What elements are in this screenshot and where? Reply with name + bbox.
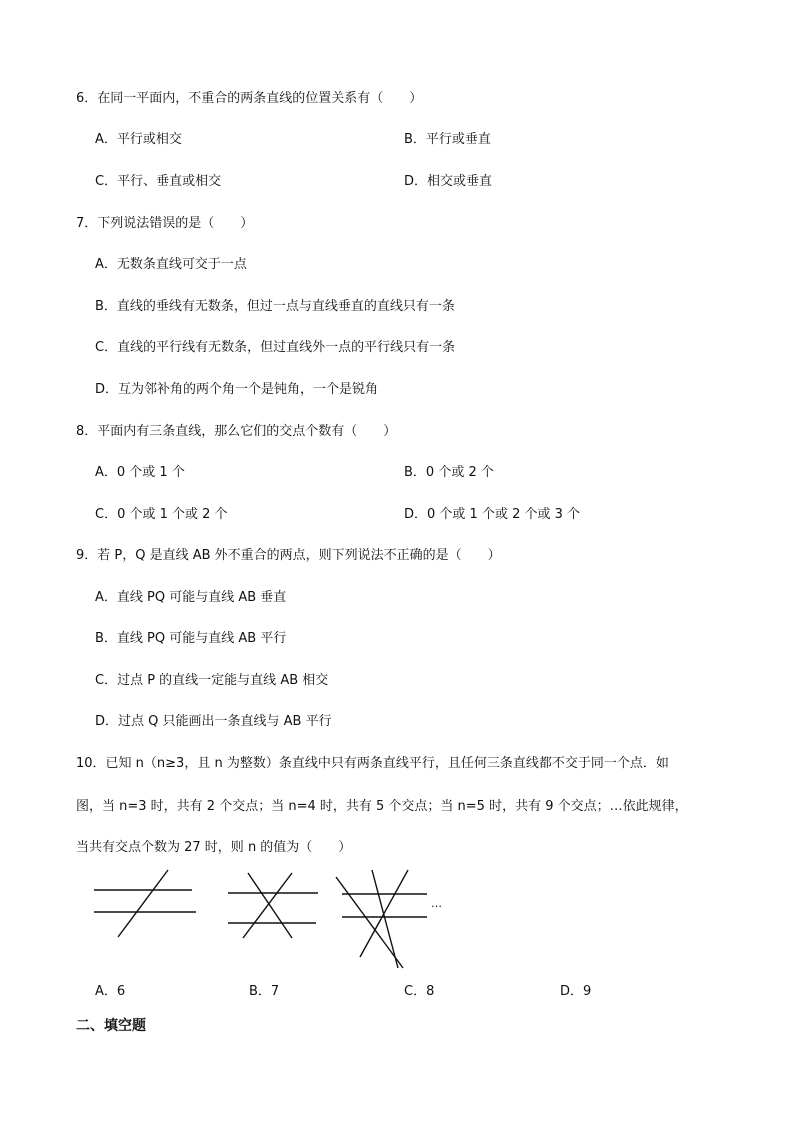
section-title-fill-in-blank: 二、填空题 (76, 1018, 146, 1034)
figure-n3 (94, 870, 196, 937)
question-10-option-a: A．6 (95, 984, 126, 999)
question-7-stem: 7．下列说法错误的是（ ） (76, 216, 254, 231)
question-10-option-c: C．8 (404, 984, 435, 999)
question-9-option-b: B．直线 PQ 可能与直线 AB 平行 (95, 631, 287, 646)
question-7-option-c: C．直线的平行线有无数条，但过直线外一点的平行线只有一条 (95, 340, 456, 355)
question-8-stem: 8．平面内有三条直线，那么它们的交点个数有（ ） (76, 424, 397, 439)
question-6-option-c: C．平行、垂直或相交 (95, 174, 222, 189)
question-10-stem-line-2: 图，当 n=3 时，共有 2 个交点；当 n=4 时，共有 5 个交点；当 n=5 时，共有 9 个交点；…依此规律， (76, 799, 688, 814)
question-8-option-c: C．0 个或 1 个或 2 个 (95, 507, 228, 522)
lines-intersection-figure (90, 865, 450, 970)
question-6-option-a: A．平行或相交 (95, 132, 182, 147)
question-8-option-a: A．0 个或 1 个 (95, 465, 185, 480)
figure-n5-transversal-1 (336, 877, 403, 968)
figure-ellipsis: … (431, 897, 442, 910)
figure-n5-transversal-3 (360, 870, 408, 957)
figure-n5-transversal-2 (372, 870, 398, 968)
figure-n5 (336, 870, 427, 968)
question-6-stem: 6．在同一平面内，不重合的两条直线的位置关系有（ ） (76, 91, 423, 106)
question-8-option-b: B．0 个或 2 个 (404, 465, 494, 480)
question-10-stem-line-3: 当共有交点个数为 27 时，则 n 的值为（ ） (76, 840, 352, 855)
figure-n3-transversal (118, 870, 168, 937)
question-9-stem: 9．若 P，Q 是直线 AB 外不重合的两点，则下列说法不正确的是（ ） (76, 548, 501, 563)
question-7-option-d: D．互为邻补角的两个角一个是钝角，一个是锐角 (95, 382, 379, 397)
question-6-option-d: D．相交或垂直 (404, 174, 493, 189)
question-7-option-b: B．直线的垂线有无数条，但过一点与直线垂直的直线只有一条 (95, 299, 455, 314)
question-10-option-d: D．9 (560, 984, 592, 999)
question-9-option-d: D．过点 Q 只能画出一条直线与 AB 平行 (95, 714, 332, 729)
question-6-option-b: B．平行或垂直 (404, 132, 491, 147)
question-10-option-b: B．7 (249, 984, 280, 999)
question-10-stem-line-1: 10．已知 n（n≥3，且 n 为整数）条直线中只有两条直线平行，且任何三条直线都不交于同一个点．如 (76, 756, 669, 771)
question-9-option-c: C．过点 P 的直线一定能与直线 AB 相交 (95, 673, 329, 688)
figure-n4 (228, 873, 318, 938)
question-8-option-d: D．0 个或 1 个或 2 个或 3 个 (404, 507, 581, 522)
question-9-option-a: A．直线 PQ 可能与直线 AB 垂直 (95, 590, 287, 605)
question-7-option-a: A．无数条直线可交于一点 (95, 257, 247, 272)
